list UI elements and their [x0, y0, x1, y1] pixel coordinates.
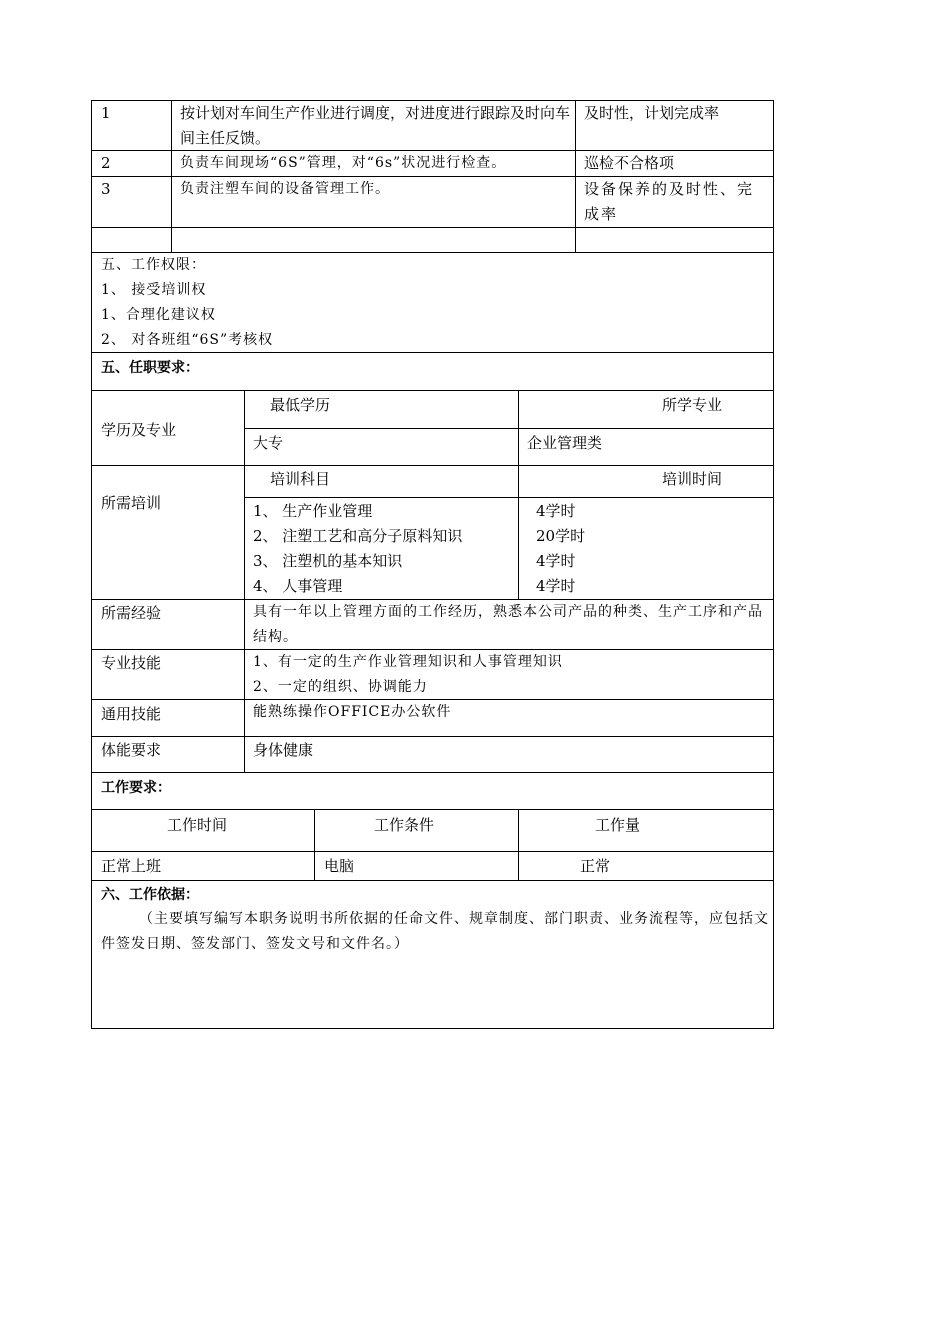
physical-label: 体能要求	[101, 741, 162, 759]
training-subject-header: 培训科目	[270, 470, 331, 488]
skills-label: 专业技能	[101, 654, 162, 672]
training-subject: 1、 生产作业管理	[253, 502, 373, 520]
general-skills-value: 能熟练操作OFFICE办公软件	[253, 704, 452, 720]
row-divider	[91, 772, 774, 773]
row-divider	[91, 809, 774, 810]
training-subject: 4、 人事管理	[253, 577, 343, 595]
duty-metric: 及时性，计划完成率	[584, 104, 720, 122]
training-subject: 2、 注塑工艺和高分子原料知识	[253, 527, 463, 545]
authority-title: 五、工作权限：	[101, 257, 206, 273]
major-header: 所学专业	[662, 396, 723, 414]
education-label: 学历及专业	[101, 421, 177, 439]
work-time-header: 工作时间	[167, 816, 228, 834]
training-time-header: 培训时间	[662, 470, 723, 488]
work-condition-value: 电脑	[324, 857, 355, 875]
basis-title: 六、工作依据：	[101, 887, 199, 903]
row-divider	[91, 465, 774, 466]
training-time: 20学时	[536, 527, 586, 545]
row-divider	[91, 851, 774, 852]
work-time-value: 正常上班	[101, 857, 162, 875]
row-divider	[91, 880, 774, 881]
basis-text: （主要填写编写本职务说明书所依据的任命文件、规章制度、部门职责、业务流程等，应包括文件签发日期、签发部门、签发文号和文件名。）	[101, 911, 769, 952]
duty-description: 负责注塑车间的设备管理工作。	[180, 181, 390, 197]
duty-number: 1	[101, 104, 111, 122]
duty-number: 2	[101, 154, 111, 172]
training-time: 4学时	[536, 577, 576, 595]
row-divider	[91, 736, 774, 737]
min-education-header: 最低学历	[270, 396, 331, 414]
col-divider	[244, 390, 245, 772]
col-divider	[575, 100, 576, 252]
authority-item: 1、 接受培训权	[101, 282, 207, 298]
training-time: 4学时	[536, 552, 576, 570]
work-requirements-title: 工作要求：	[101, 780, 171, 796]
duty-description: 负责车间现场“6S”管理，对“6s”状况进行检查。	[180, 155, 507, 171]
row-divider	[244, 428, 774, 429]
requirements-title: 五、任职要求：	[101, 360, 199, 376]
skills-item: 1、有一定的生产作业管理知识和人事管理知识	[253, 654, 563, 670]
authority-item: 2、 对各班组“6S”考核权	[101, 332, 274, 348]
experience-label: 所需经验	[101, 604, 162, 622]
duty-description: 按计划对车间生产作业进行调度，对进度进行跟踪及时向车间主任反馈。	[180, 104, 571, 147]
major-value: 企业管理类	[527, 434, 603, 452]
experience-value: 具有一年以上管理方面的工作经历，熟悉本公司产品的种类、生产工序和产品结构。	[253, 604, 763, 645]
training-subject: 3、 注塑机的基本知识	[253, 552, 403, 570]
physical-value: 身体健康	[253, 741, 314, 759]
col-divider	[171, 100, 172, 252]
row-divider	[91, 390, 774, 391]
col-divider	[314, 809, 315, 880]
col-divider	[518, 809, 519, 880]
duty-number: 3	[101, 180, 111, 198]
duty-metric: 巡检不合格项	[584, 154, 675, 172]
training-time: 4学时	[536, 502, 576, 520]
work-condition-header: 工作条件	[374, 816, 435, 834]
authority-item: 1、合理化建议权	[101, 307, 216, 323]
row-divider	[91, 227, 774, 228]
training-label: 所需培训	[101, 494, 162, 512]
col-divider	[518, 390, 519, 599]
row-divider	[244, 497, 774, 498]
workload-header: 工作量	[595, 816, 641, 834]
general-skills-label: 通用技能	[101, 705, 162, 723]
min-education-value: 大专	[253, 434, 284, 452]
workload-value: 正常	[580, 857, 611, 875]
skills-item: 2、一定的组织、协调能力	[253, 679, 428, 695]
duty-metric: 设备保养的及时性、完成率	[584, 180, 755, 223]
